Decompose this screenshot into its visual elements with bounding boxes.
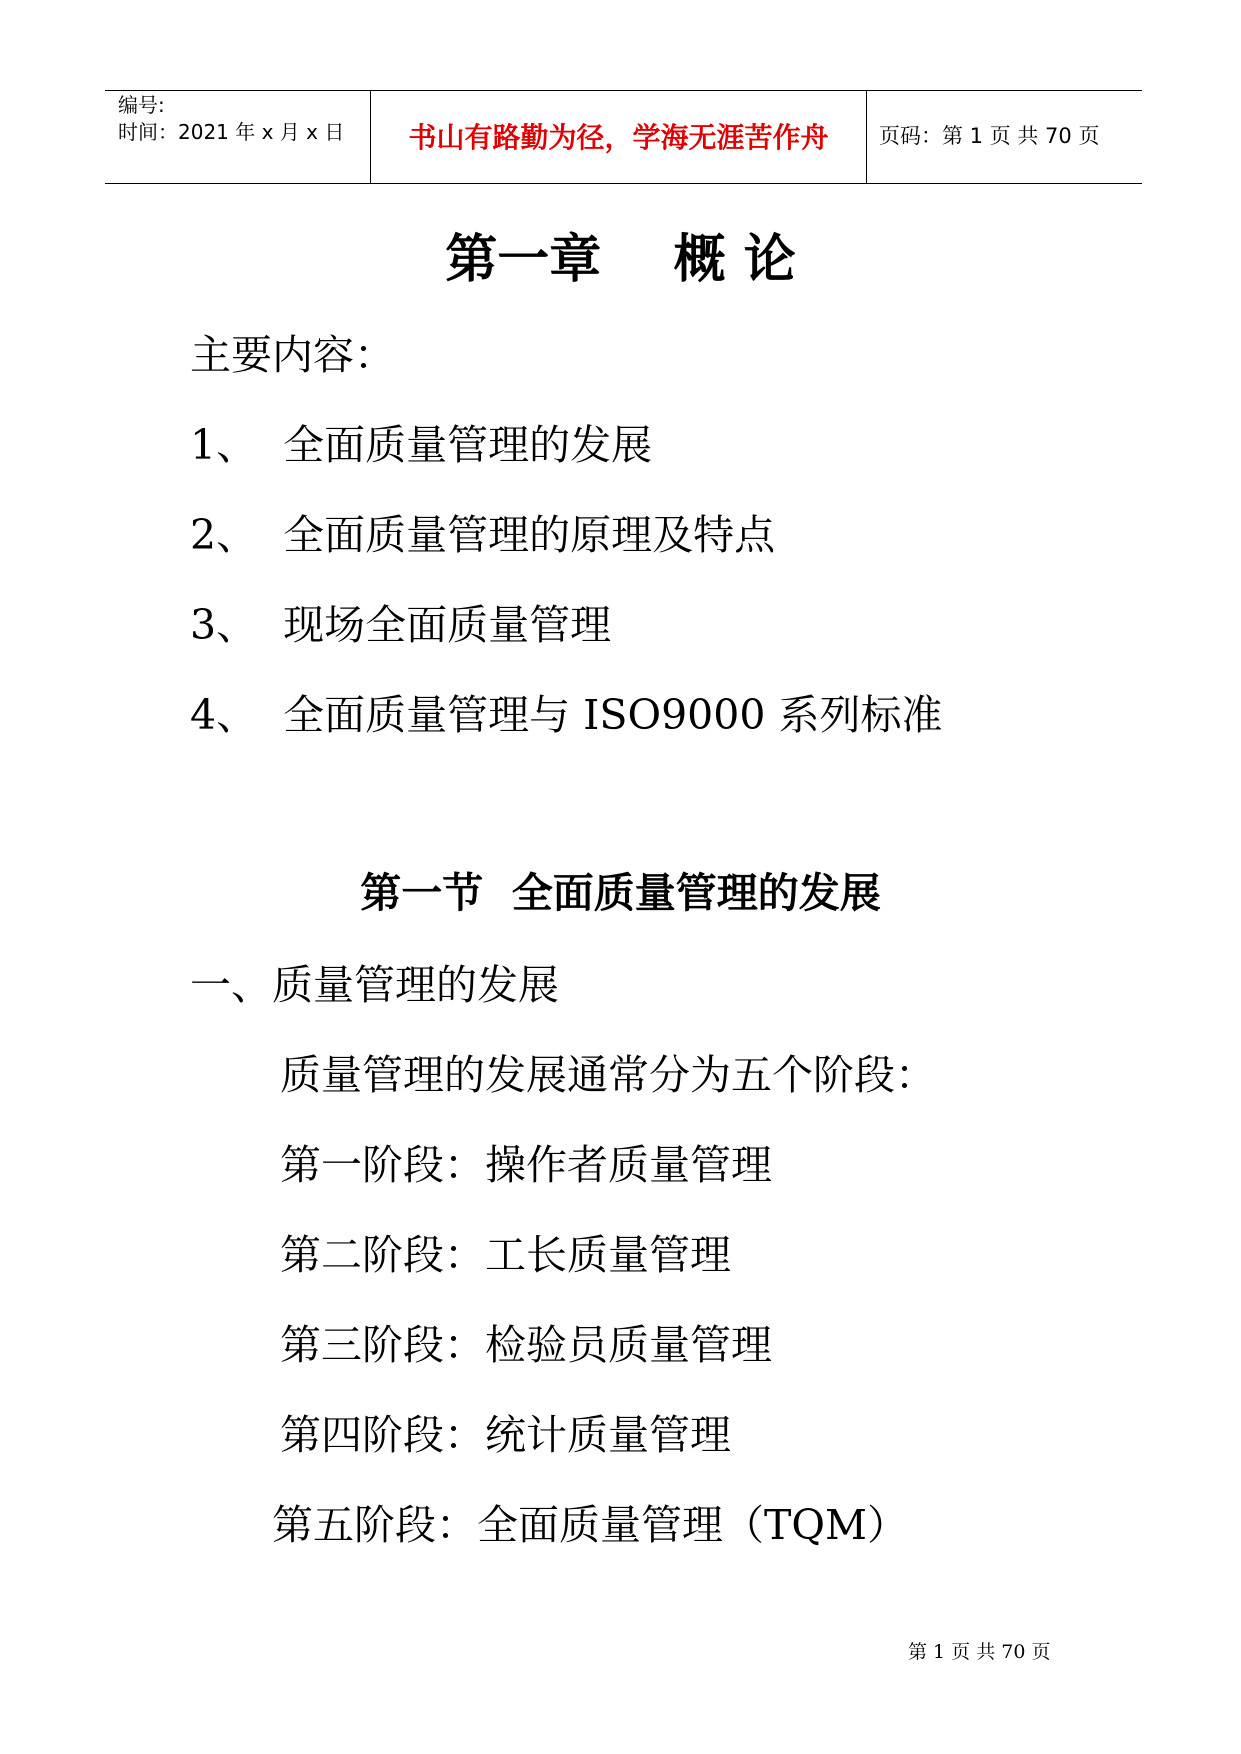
stage-item: 第一阶段：操作者质量管理 <box>280 1141 772 1189</box>
serial-label: 编号: <box>118 93 165 117</box>
section-title: 第一节 全面质量管理的发展 <box>360 869 881 917</box>
content-item: 4、 全面质量管理与 ISO9000 系列标准 <box>190 691 943 739</box>
stage-item: 第三阶段：检验员质量管理 <box>280 1321 772 1369</box>
content-item: 1、 全面质量管理的发展 <box>190 421 653 469</box>
page-footer: 第 1 页 共 70 页 <box>908 1641 1051 1663</box>
section-intro: 质量管理的发展通常分为五个阶段： <box>280 1051 936 1099</box>
stage-item: 第五阶段：全面质量管理（TQM） <box>272 1501 908 1549</box>
content-item: 2、 全面质量管理的原理及特点 <box>190 511 776 559</box>
stage-item: 第四阶段：统计质量管理 <box>280 1411 731 1459</box>
header-table <box>105 90 1142 184</box>
section-subheading: 一、质量管理的发展 <box>190 961 559 1009</box>
time-label: 时间：2021 年 x 月 x 日 <box>118 120 345 144</box>
main-content-heading: 主要内容： <box>190 331 395 379</box>
stage-item: 第二阶段：工长质量管理 <box>280 1231 731 1279</box>
chapter-title: 第一章 概 论 <box>445 230 796 290</box>
header-left-cell <box>105 91 370 183</box>
page-code: 页码：第 1 页 共 70 页 <box>879 124 1100 148</box>
motto: 书山有路勤为径，学海无涯苦作舟 <box>408 121 829 154</box>
header-right-cell <box>867 91 1142 183</box>
content-item: 3、 现场全面质量管理 <box>190 601 612 649</box>
header-mid-cell <box>370 91 867 183</box>
